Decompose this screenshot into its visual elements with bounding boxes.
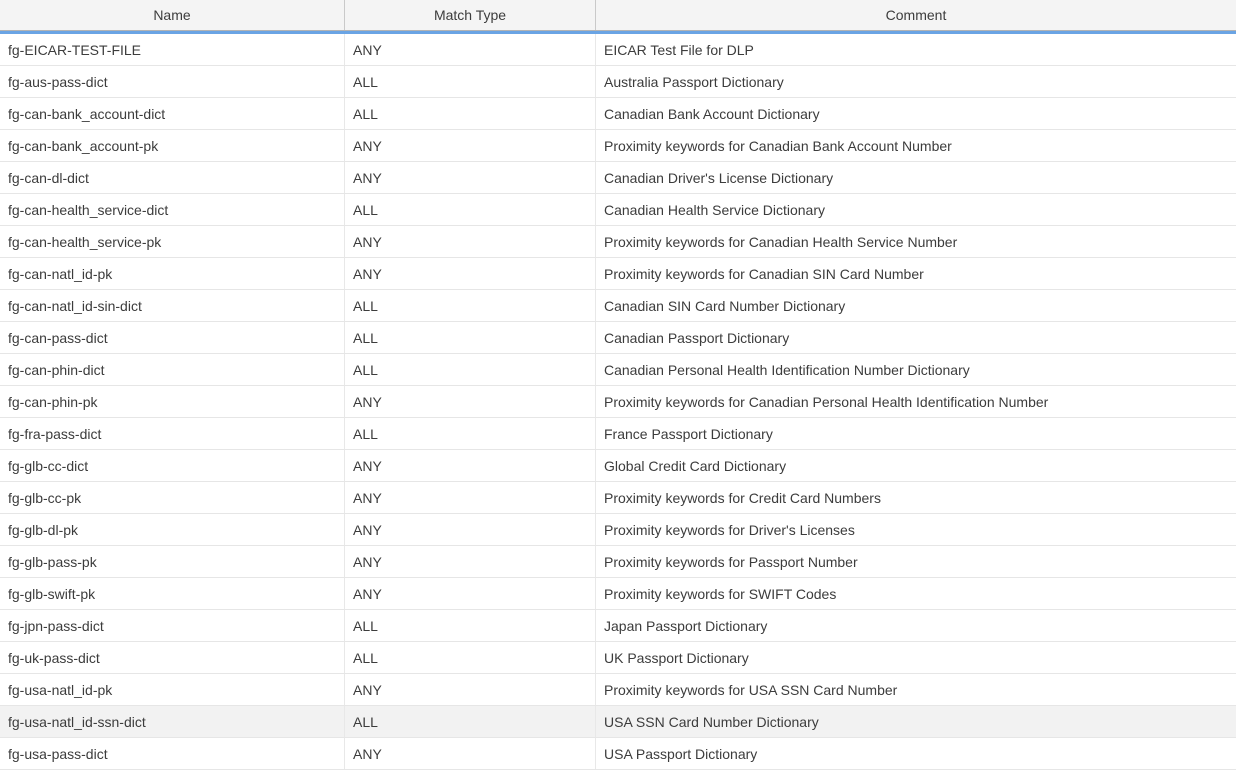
table-row[interactable] — [0, 450, 1236, 482]
row-comment-cell: Proximity keywords for USA SSN Card Number — [604, 681, 898, 698]
row-match-type-cell: ANY — [345, 514, 596, 545]
row-name-cell: fg-aus-pass-dict — [0, 66, 345, 97]
row-name-cell: fg-glb-dl-pk — [0, 514, 345, 545]
row-name-cell: fg-glb-pass-pk — [0, 546, 345, 577]
row-match-type-cell: ANY — [345, 546, 596, 577]
row-name-cell: fg-can-health_service-dict — [0, 194, 345, 225]
row-comment-cell: Canadian Bank Account Dictionary — [604, 105, 820, 122]
table-row[interactable] — [0, 578, 1236, 610]
table-row[interactable] — [0, 226, 1236, 258]
table-row[interactable] — [0, 258, 1236, 290]
row-name-cell: fg-glb-cc-dict — [0, 450, 345, 481]
row-comment-cell: UK Passport Dictionary — [604, 649, 749, 666]
row-comment-cell: Canadian Passport Dictionary — [604, 329, 790, 346]
row-name-cell: fg-can-dl-dict — [0, 162, 345, 193]
row-comment-cell: Australia Passport Dictionary — [604, 73, 784, 90]
row-name-cell: fg-glb-swift-pk — [0, 578, 345, 609]
row-comment-cell: Proximity keywords for Canadian SIN Card Number — [604, 265, 924, 282]
column-header-name[interactable]: Name — [0, 0, 345, 30]
row-match-type-cell: ANY — [345, 258, 596, 289]
row-comment-cell: Proximity keywords for SWIFT Codes — [604, 585, 837, 602]
row-comment-cell: Proximity keywords for Canadian Health Service Number — [604, 233, 958, 250]
row-name-cell: fg-can-phin-dict — [0, 354, 345, 385]
column-header-match-type[interactable]: Match Type — [345, 0, 596, 30]
table-row[interactable] — [0, 66, 1236, 98]
table-row[interactable] — [0, 418, 1236, 450]
table-row[interactable] — [0, 386, 1236, 418]
row-comment-cell: Proximity keywords for Credit Card Numbers — [604, 489, 881, 506]
row-match-type-cell: ALL — [345, 322, 596, 353]
row-name-cell: fg-can-bank_account-dict — [0, 98, 345, 129]
row-match-type-cell: ANY — [345, 450, 596, 481]
table-row[interactable] — [0, 130, 1236, 162]
column-header-comment[interactable]: Comment — [885, 7, 947, 23]
row-name-cell: fg-can-natl_id-sin-dict — [0, 290, 345, 321]
row-comment-cell: USA Passport Dictionary — [604, 745, 758, 762]
row-name-cell: fg-EICAR-TEST-FILE — [0, 34, 345, 65]
table-row[interactable] — [0, 674, 1236, 706]
table-row[interactable] — [0, 194, 1236, 226]
table-row[interactable] — [0, 34, 1236, 66]
row-name-cell: fg-glb-cc-pk — [0, 482, 345, 513]
row-comment-cell: Proximity keywords for Passport Number — [604, 553, 858, 570]
row-name-cell: fg-can-phin-pk — [0, 386, 345, 417]
row-name-cell: fg-usa-pass-dict — [0, 738, 345, 769]
row-name-cell: fg-fra-pass-dict — [0, 418, 345, 449]
row-match-type-cell: ANY — [345, 482, 596, 513]
table-row[interactable] — [0, 642, 1236, 674]
table-row[interactable] — [0, 162, 1236, 194]
table-row[interactable] — [0, 738, 1236, 770]
row-name-cell: fg-can-natl_id-pk — [0, 258, 345, 289]
row-comment-cell: Proximity keywords for Canadian Personal Health Identification Number — [604, 393, 1049, 410]
row-comment-cell: EICAR Test File for DLP — [604, 41, 754, 58]
row-name-cell: fg-jpn-pass-dict — [0, 610, 345, 641]
row-name-cell: fg-can-pass-dict — [0, 322, 345, 353]
row-name-cell: fg-can-health_service-pk — [0, 226, 345, 257]
row-match-type-cell: ALL — [345, 610, 596, 641]
table-body — [0, 34, 1236, 771]
table-row[interactable] — [0, 546, 1236, 578]
row-comment-cell: Canadian Personal Health Identification Number Dictionary — [604, 361, 970, 378]
row-match-type-cell: ANY — [345, 578, 596, 609]
table-row[interactable] — [0, 354, 1236, 386]
row-comment-cell: France Passport Dictionary — [604, 425, 773, 442]
row-comment-cell: Canadian Driver's License Dictionary — [604, 169, 834, 186]
row-match-type-cell: ALL — [345, 706, 596, 737]
row-comment-cell: Global Credit Card Dictionary — [604, 457, 787, 474]
row-name-cell: fg-can-bank_account-pk — [0, 130, 345, 161]
row-match-type-cell: ANY — [345, 674, 596, 705]
row-match-type-cell: ANY — [345, 226, 596, 257]
row-match-type-cell: ALL — [345, 66, 596, 97]
row-name-cell: fg-uk-pass-dict — [0, 642, 345, 673]
table-row[interactable] — [0, 706, 1236, 738]
row-match-type-cell: ALL — [345, 194, 596, 225]
row-name-cell: fg-usa-natl_id-ssn-dict — [0, 706, 345, 737]
table-header-row — [0, 0, 1236, 31]
row-match-type-cell: ANY — [345, 130, 596, 161]
row-match-type-cell: ANY — [345, 34, 596, 65]
row-comment-cell: Canadian Health Service Dictionary — [604, 201, 825, 218]
row-match-type-cell: ANY — [345, 162, 596, 193]
row-match-type-cell: ALL — [345, 290, 596, 321]
row-comment-cell: Proximity keywords for Canadian Bank Account Number — [604, 137, 952, 154]
row-match-type-cell: ALL — [345, 354, 596, 385]
row-match-type-cell: ALL — [345, 642, 596, 673]
row-match-type-cell: ANY — [345, 738, 596, 769]
table-row[interactable] — [0, 482, 1236, 514]
row-comment-cell: Canadian SIN Card Number Dictionary — [604, 297, 846, 314]
row-comment-cell: Proximity keywords for Driver's Licenses — [604, 521, 855, 538]
table-row[interactable] — [0, 514, 1236, 546]
table-row[interactable] — [0, 98, 1236, 130]
row-match-type-cell: ALL — [345, 418, 596, 449]
row-comment-cell: USA SSN Card Number Dictionary — [604, 713, 819, 730]
row-match-type-cell: ANY — [345, 386, 596, 417]
table-row[interactable] — [0, 290, 1236, 322]
table-row[interactable] — [0, 610, 1236, 642]
table-row[interactable] — [0, 322, 1236, 354]
row-match-type-cell: ALL — [345, 98, 596, 129]
row-name-cell: fg-usa-natl_id-pk — [0, 674, 345, 705]
row-comment-cell: Japan Passport Dictionary — [604, 617, 768, 634]
